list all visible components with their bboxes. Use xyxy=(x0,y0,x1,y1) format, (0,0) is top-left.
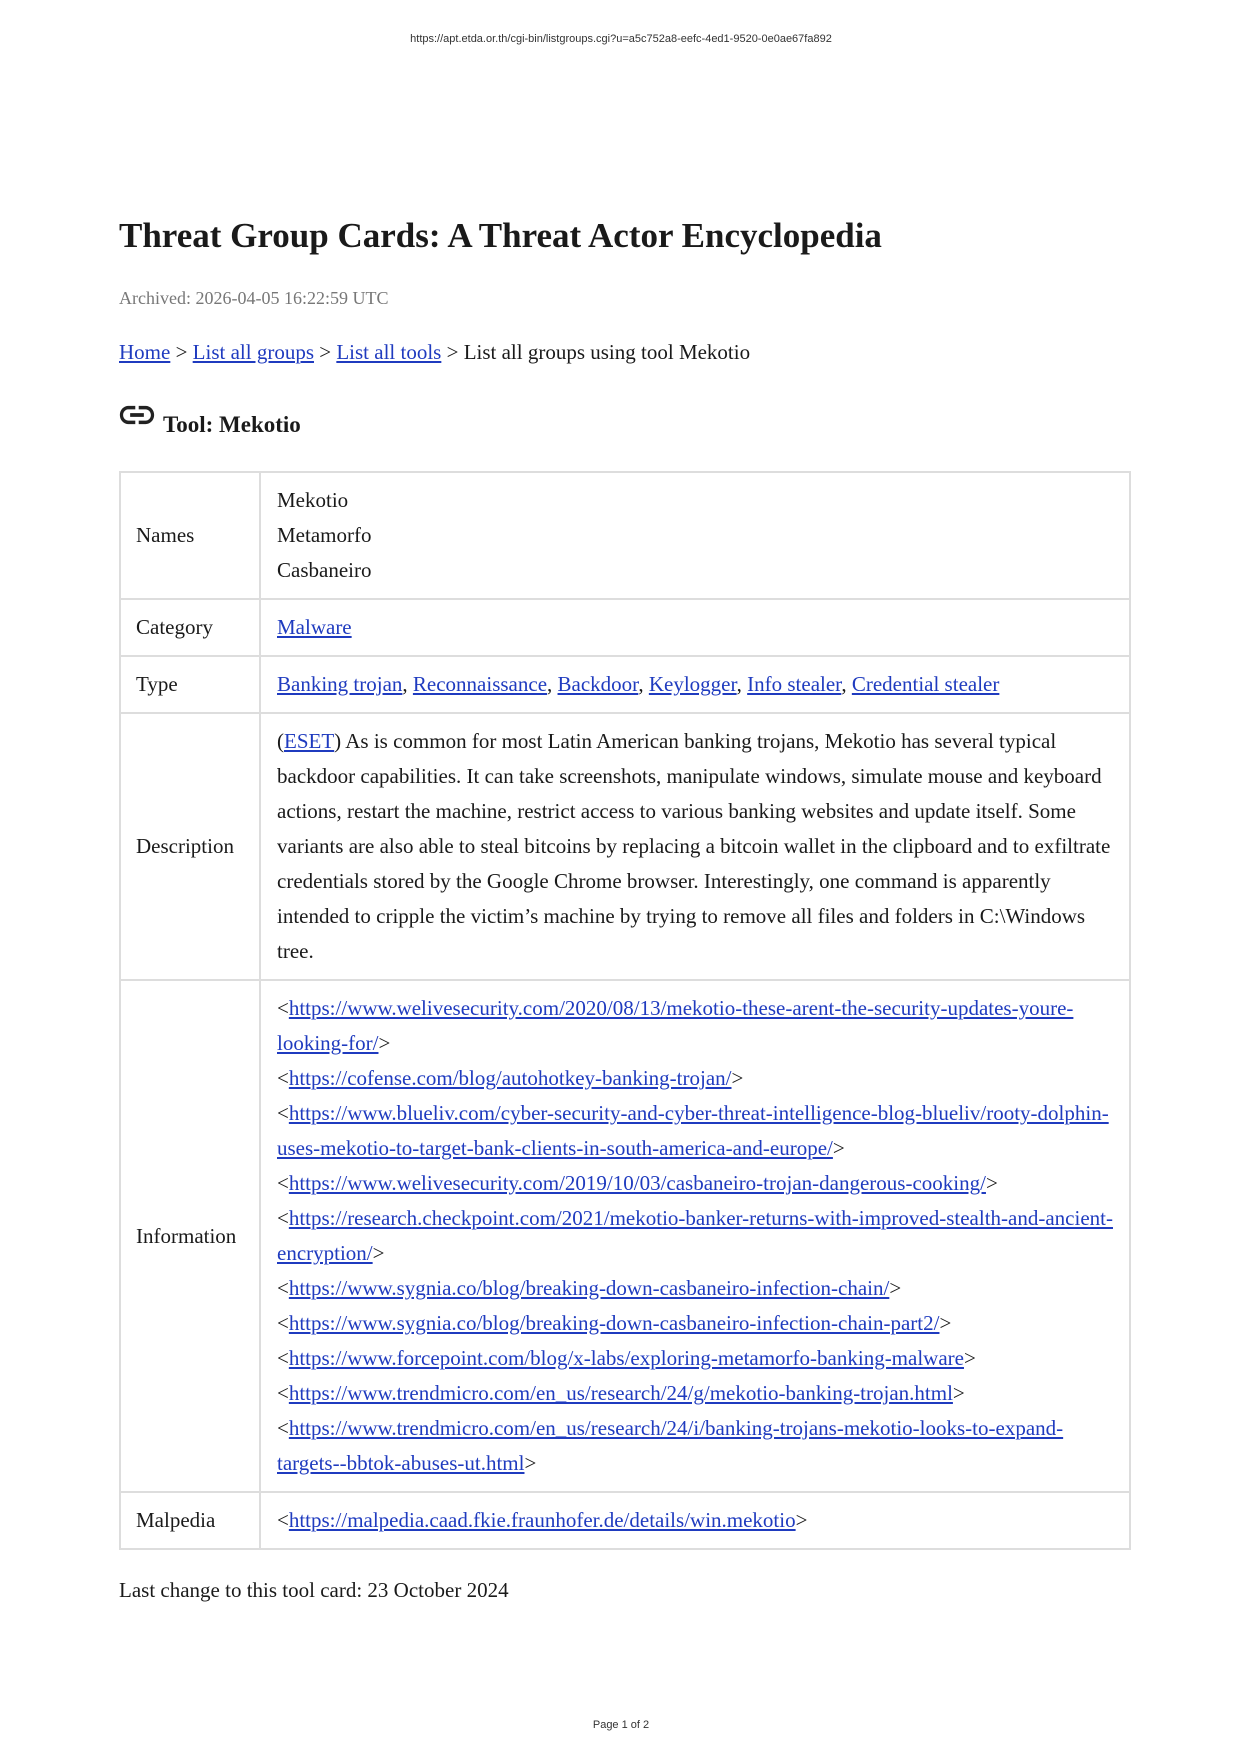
main-content xyxy=(119,215,1129,1605)
bracket-close: > xyxy=(795,1508,808,1532)
bracket-close: > xyxy=(524,1451,537,1475)
information-link[interactable]: https://cofense.com/blog/autohotkey-banking-trojan/ xyxy=(288,1066,732,1090)
information-link[interactable]: https://www.sygnia.co/blog/breaking-down-casbaneiro-infection-chain/ xyxy=(288,1276,890,1300)
information-link-line xyxy=(277,1306,1113,1341)
information-link-line xyxy=(277,1061,1113,1096)
information-row xyxy=(120,980,1130,1492)
type-separator: , xyxy=(402,672,408,696)
breadcrumb-home-link[interactable]: Home xyxy=(119,340,171,364)
tool-info-table xyxy=(119,471,1131,1550)
bracket-open: < xyxy=(277,1346,289,1370)
names-row xyxy=(120,472,1130,599)
type-cell xyxy=(260,656,1130,713)
category-label: Category xyxy=(120,599,260,656)
type-label: Type xyxy=(120,656,260,713)
information-link-line xyxy=(277,1376,1113,1411)
information-link[interactable]: https://www.blueliv.com/cyber-security-and-cyber-threat-intelligence-blog-blueliv/rooty-dolphin-uses-mekotio-to-target-bank-clients-in-south-america-and-europe/ xyxy=(277,1101,1109,1160)
names-value: Metamorfo xyxy=(277,523,372,547)
information-link-line xyxy=(277,991,1113,1061)
information-link-line xyxy=(277,1271,1113,1306)
bracket-open: < xyxy=(277,1101,289,1125)
information-cell xyxy=(260,980,1130,1492)
page-footer: Page 1 of 2 xyxy=(592,1719,650,1731)
last-change: Last change to this tool card: 23 October 2024 xyxy=(119,1578,509,1602)
bracket-close: > xyxy=(378,1031,391,1055)
bracket-close: > xyxy=(952,1381,965,1405)
breadcrumb-separator: > xyxy=(175,340,188,364)
malpedia-row xyxy=(120,1492,1130,1549)
bracket-open: < xyxy=(277,996,289,1020)
category-link[interactable]: Malware xyxy=(277,615,352,639)
information-link[interactable]: https://www.sygnia.co/blog/breaking-down-casbaneiro-infection-chain-part2/ xyxy=(288,1311,940,1335)
information-link[interactable]: https://www.welivesecurity.com/2019/10/03/casbaneiro-trojan-dangerous-cooking/ xyxy=(288,1171,986,1195)
information-link[interactable]: https://www.trendmicro.com/en_us/research/24/g/mekotio-banking-trojan.html xyxy=(288,1381,953,1405)
link-icon xyxy=(119,405,155,425)
information-link-line xyxy=(277,1201,1113,1271)
information-label: Information xyxy=(120,980,260,1492)
bracket-open: < xyxy=(277,1508,289,1532)
page-title: Threat Group Cards: A Threat Actor Encyclopedia xyxy=(119,216,882,255)
information-link[interactable]: https://research.checkpoint.com/2021/mekotio-banker-returns-with-improved-stealth-and-ancient-encryption/ xyxy=(277,1206,1113,1265)
type-link-reconnaissance[interactable]: Reconnaissance xyxy=(412,672,548,696)
category-row xyxy=(120,599,1130,656)
type-link-credential-stealer[interactable]: Credential stealer xyxy=(851,672,1000,696)
malpedia-link[interactable]: https://malpedia.caad.fkie.fraunhofer.de/details/win.mekotio xyxy=(288,1508,796,1532)
bracket-open: < xyxy=(277,1066,289,1090)
names-value: Casbaneiro xyxy=(277,558,372,582)
breadcrumb-groups-link[interactable]: List all groups xyxy=(192,340,314,364)
bracket-open: < xyxy=(277,1381,289,1405)
information-link[interactable]: https://www.welivesecurity.com/2020/08/13/mekotio-these-arent-the-security-updates-youre-looking-for/ xyxy=(277,996,1074,1055)
names-value: Mekotio xyxy=(277,488,349,512)
information-link-line xyxy=(277,1096,1113,1166)
type-row xyxy=(120,656,1130,713)
bracket-open: < xyxy=(277,1206,289,1230)
breadcrumb-separator: > xyxy=(446,340,459,364)
type-link-keylogger[interactable]: Keylogger xyxy=(648,672,737,696)
description-row xyxy=(120,713,1130,980)
bracket-open: < xyxy=(277,1171,289,1195)
bracket-close: > xyxy=(963,1346,976,1370)
breadcrumb-tools-link[interactable]: List all tools xyxy=(336,340,442,364)
archived-timestamp: Archived: 2026-04-05 16:22:59 UTC xyxy=(119,288,389,308)
description-source-link[interactable]: ESET xyxy=(284,729,335,753)
information-link[interactable]: https://www.trendmicro.com/en_us/research/24/i/banking-trojans-mekotio-looks-to-expand-targets--bbtok-abuses-ut.html xyxy=(277,1416,1064,1475)
type-link-info-stealer[interactable]: Info stealer xyxy=(747,672,842,696)
description-cell xyxy=(260,713,1130,980)
names-label: Names xyxy=(120,472,260,599)
bracket-open: < xyxy=(277,1276,289,1300)
type-separator: , xyxy=(841,672,847,696)
information-link-line xyxy=(277,1411,1113,1481)
bracket-open: < xyxy=(277,1311,289,1335)
tool-heading xyxy=(119,409,1129,441)
bracket-close: > xyxy=(985,1171,998,1195)
description-label: Description xyxy=(120,713,260,980)
information-link[interactable]: https://www.forcepoint.com/blog/x-labs/exploring-metamorfo-banking-malware xyxy=(288,1346,964,1370)
information-link-line xyxy=(277,1166,1113,1201)
names-cell xyxy=(260,472,1130,599)
malpedia-label: Malpedia xyxy=(120,1492,260,1549)
type-separator: , xyxy=(638,672,644,696)
malpedia-cell xyxy=(260,1492,1130,1549)
description-open-paren: ( xyxy=(277,729,284,753)
breadcrumb-separator: > xyxy=(319,340,332,364)
bracket-close: > xyxy=(372,1241,385,1265)
description-text: ) As is common for most Latin American banking trojans, Mekotio has several typical backdoor capabilities. It can take screenshots, manipulate windows, simulate mouse and keyboard actions, restart the machine, restrict access to various banking websites and update itself. Some variants are also able to steal bitcoins by replacing a bitcoin wallet in the clipboard and to exfiltrate credentials stored by the Google Chrome browser. Interestingly, one command is apparently intended to cripple the victim’s machine by trying to remove all files and folders in C:\Windows tree. xyxy=(277,729,1111,963)
page-url: https://apt.etda.or.th/cgi-bin/listgroups.cgi?u=a5c752a8-eefc-4ed1-9520-0e0ae67fa892 xyxy=(410,33,832,45)
bracket-open: < xyxy=(277,1416,289,1440)
bracket-close: > xyxy=(889,1276,902,1300)
type-separator: , xyxy=(736,672,742,696)
bracket-close: > xyxy=(832,1136,845,1160)
breadcrumb-current: List all groups using tool Mekotio xyxy=(463,340,751,364)
type-link-backdoor[interactable]: Backdoor xyxy=(557,672,639,696)
bracket-close: > xyxy=(731,1066,744,1090)
breadcrumb xyxy=(119,337,1129,367)
type-separator: , xyxy=(547,672,553,696)
information-link-line xyxy=(277,1341,1113,1376)
category-cell xyxy=(260,599,1130,656)
type-link-banking-trojan[interactable]: Banking trojan xyxy=(277,672,403,696)
bracket-close: > xyxy=(939,1311,952,1335)
tool-title: Tool: Mekotio xyxy=(163,412,301,437)
